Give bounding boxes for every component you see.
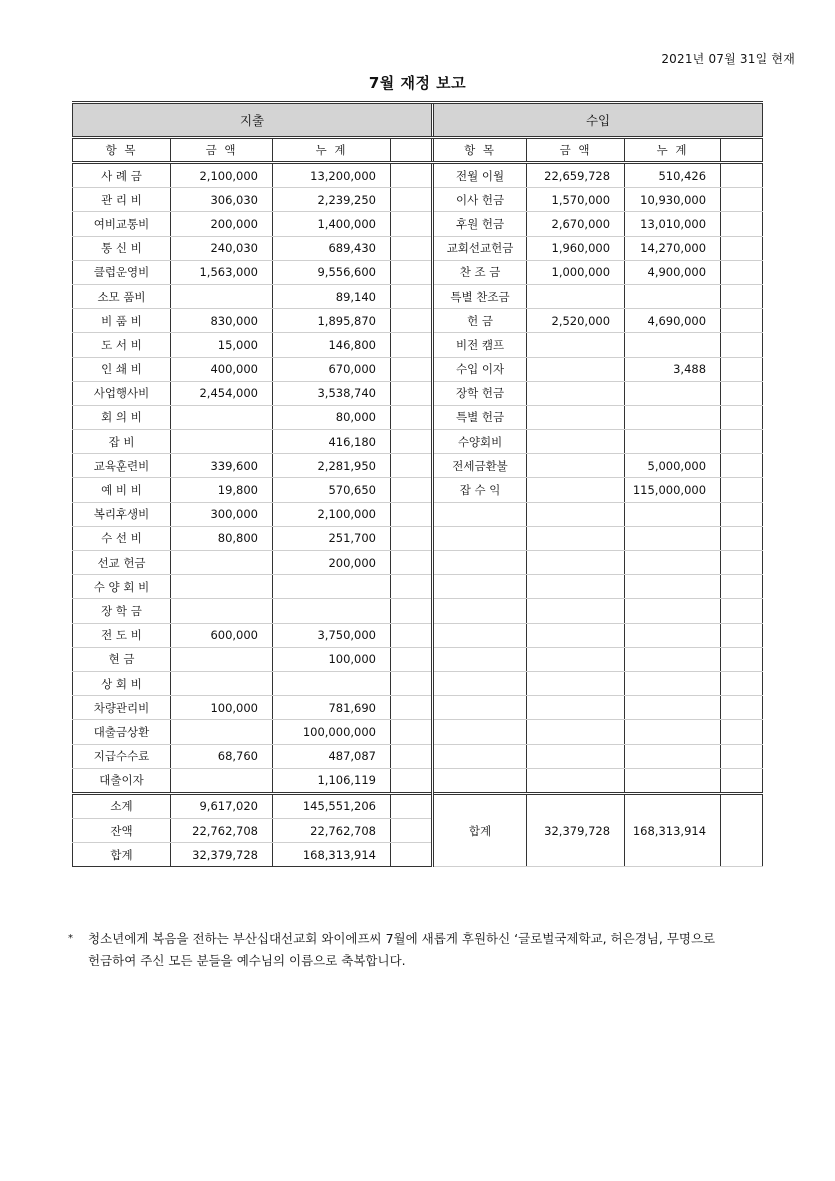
- expense-item: 교육훈련비: [73, 454, 171, 478]
- expense-blank: [391, 623, 433, 647]
- income-item: [433, 720, 527, 744]
- subtotal-amount: 9,617,020: [171, 793, 273, 818]
- income-cumulative: 115,000,000: [625, 478, 721, 502]
- table-row: [73, 381, 763, 405]
- subtotal-cumulative: 145,551,206: [273, 793, 391, 818]
- income-blank: [721, 551, 763, 575]
- expense-cumulative: [273, 599, 391, 623]
- income-cumulative: [625, 599, 721, 623]
- expense-cumulative: 200,000: [273, 551, 391, 575]
- balance-blank: [391, 819, 433, 843]
- income-item: 수입 이자: [433, 357, 527, 381]
- income-blank: [721, 526, 763, 550]
- income-amount: [527, 454, 625, 478]
- income-cumulative: [625, 405, 721, 429]
- expense-amount: [171, 647, 273, 671]
- table-row: [73, 309, 763, 333]
- income-cumulative: 3,488: [625, 357, 721, 381]
- income-item: [433, 575, 527, 599]
- balance-amount: 22,762,708: [171, 819, 273, 843]
- income-blank: [721, 212, 763, 236]
- income-blank: [721, 430, 763, 454]
- income-cumulative: [625, 333, 721, 357]
- expense-cumulative: 3,750,000: [273, 623, 391, 647]
- expense-blank: [391, 405, 433, 429]
- expense-cumulative: 146,800: [273, 333, 391, 357]
- expense-cumulative: 9,556,600: [273, 260, 391, 284]
- income-blank: [721, 623, 763, 647]
- income-blank: [721, 284, 763, 308]
- income-item: 특별 헌금: [433, 405, 527, 429]
- expense-amount: 15,000: [171, 333, 273, 357]
- income-item: [433, 599, 527, 623]
- income-item: [433, 623, 527, 647]
- income-amount: [527, 720, 625, 744]
- report-title: 7월 재정 보고: [368, 74, 467, 92]
- income-item: [433, 647, 527, 671]
- expense-col-amount: 금 액: [171, 138, 273, 163]
- expense-amount: 100,000: [171, 696, 273, 720]
- income-blank: [721, 502, 763, 526]
- table-row: [73, 405, 763, 429]
- expense-item: 클럽운영비: [73, 260, 171, 284]
- table-row: [73, 478, 763, 502]
- column-header-row: [73, 138, 763, 163]
- income-amount: 2,670,000: [527, 212, 625, 236]
- expense-amount: 68,760: [171, 744, 273, 768]
- expense-blank: [391, 430, 433, 454]
- table-row: [73, 696, 763, 720]
- income-cumulative: [625, 284, 721, 308]
- income-item: [433, 502, 527, 526]
- income-item: 찬 조 금: [433, 260, 527, 284]
- table-row: [73, 284, 763, 308]
- table-body: [73, 163, 763, 794]
- expense-col-item: 항 목: [73, 138, 171, 163]
- income-amount: [527, 357, 625, 381]
- balance-label: 잔액: [73, 819, 171, 843]
- income-cumulative: [625, 623, 721, 647]
- expense-amount: 80,800: [171, 526, 273, 550]
- expense-cumulative: 416,180: [273, 430, 391, 454]
- income-amount: [527, 744, 625, 768]
- expense-item: 비 품 비: [73, 309, 171, 333]
- income-blank: [721, 478, 763, 502]
- expense-cumulative: 2,100,000: [273, 502, 391, 526]
- table-row: [73, 575, 763, 599]
- table-row: [73, 236, 763, 260]
- expense-amount: [171, 768, 273, 793]
- income-cumulative: 10,930,000: [625, 188, 721, 212]
- income-blank: [721, 260, 763, 284]
- income-cumulative: [625, 575, 721, 599]
- expense-amount: 339,600: [171, 454, 273, 478]
- balance-cumulative: 22,762,708: [273, 819, 391, 843]
- table-row: [73, 357, 763, 381]
- expense-item: 대출금상환: [73, 720, 171, 744]
- table-row: [73, 671, 763, 695]
- expense-amount: [171, 599, 273, 623]
- income-total-cumulative: 168,313,914: [625, 793, 721, 867]
- expense-cumulative: 100,000,000: [273, 720, 391, 744]
- table-row: [73, 260, 763, 284]
- income-item: 전월 이월: [433, 163, 527, 188]
- income-blank: [721, 454, 763, 478]
- expense-cumulative: 570,650: [273, 478, 391, 502]
- expense-blank: [391, 357, 433, 381]
- expense-blank: [391, 381, 433, 405]
- income-item: [433, 671, 527, 695]
- expense-item: 소모 품비: [73, 284, 171, 308]
- expense-item: 수 선 비: [73, 526, 171, 550]
- expense-cumulative: [273, 575, 391, 599]
- expense-blank: [391, 333, 433, 357]
- expense-blank: [391, 526, 433, 550]
- income-amount: [527, 551, 625, 575]
- income-item: 특별 찬조금: [433, 284, 527, 308]
- expense-item: 사 례 금: [73, 163, 171, 188]
- total-amount: 32,379,728: [171, 843, 273, 867]
- income-cumulative: [625, 502, 721, 526]
- expense-blank: [391, 188, 433, 212]
- expense-cumulative: 1,400,000: [273, 212, 391, 236]
- expense-cumulative: 13,200,000: [273, 163, 391, 188]
- expense-col-blank: [391, 138, 433, 163]
- income-amount: [527, 381, 625, 405]
- subtotal-blank: [391, 793, 433, 818]
- expense-blank: [391, 671, 433, 695]
- expense-cumulative: 689,430: [273, 236, 391, 260]
- income-cumulative: 13,010,000: [625, 212, 721, 236]
- expense-item: 통 신 비: [73, 236, 171, 260]
- expense-blank: [391, 696, 433, 720]
- expense-item: 장 학 금: [73, 599, 171, 623]
- table-row: [73, 333, 763, 357]
- income-item: [433, 526, 527, 550]
- thanks-note: [68, 928, 803, 972]
- expense-amount: 306,030: [171, 188, 273, 212]
- expense-section-label: 지출: [73, 103, 433, 138]
- expense-cumulative: 781,690: [273, 696, 391, 720]
- income-amount: [527, 478, 625, 502]
- expense-cumulative: 80,000: [273, 405, 391, 429]
- income-item: 비전 캠프: [433, 333, 527, 357]
- income-blank: [721, 357, 763, 381]
- income-amount: [527, 284, 625, 308]
- expense-cumulative: 3,538,740: [273, 381, 391, 405]
- income-amount: 22,659,728: [527, 163, 625, 188]
- expense-blank: [391, 744, 433, 768]
- expense-cumulative: 670,000: [273, 357, 391, 381]
- expense-item: 현 금: [73, 647, 171, 671]
- expense-blank: [391, 309, 433, 333]
- income-amount: 1,570,000: [527, 188, 625, 212]
- subtotal-row: [73, 793, 763, 818]
- total-cumulative: 168,313,914: [273, 843, 391, 867]
- income-blank: [721, 188, 763, 212]
- expense-amount: 19,800: [171, 478, 273, 502]
- expense-cumulative: [273, 671, 391, 695]
- expense-amount: 600,000: [171, 623, 273, 647]
- income-blank: [721, 696, 763, 720]
- expense-item: 차량관리비: [73, 696, 171, 720]
- expense-cumulative: 487,087: [273, 744, 391, 768]
- income-amount: [527, 405, 625, 429]
- table-row: [73, 430, 763, 454]
- expense-cumulative: 100,000: [273, 647, 391, 671]
- expense-item: 예 비 비: [73, 478, 171, 502]
- income-item: 장학 헌금: [433, 381, 527, 405]
- expense-item: 복리후생비: [73, 502, 171, 526]
- income-blank: [721, 236, 763, 260]
- expense-amount: [171, 430, 273, 454]
- income-blank: [721, 671, 763, 695]
- income-cumulative: [625, 671, 721, 695]
- table-row: [73, 526, 763, 550]
- expense-blank: [391, 575, 433, 599]
- income-cumulative: [625, 551, 721, 575]
- expense-amount: [171, 405, 273, 429]
- income-total-amount: 32,379,728: [527, 793, 625, 867]
- table-row: [73, 599, 763, 623]
- income-total-blank: [721, 793, 763, 867]
- expense-cumulative: 2,281,950: [273, 454, 391, 478]
- report-date: 2021년 07월 31일 현재: [661, 52, 795, 66]
- income-col-cumulative: 누 계: [625, 138, 721, 163]
- income-blank: [721, 575, 763, 599]
- expense-cumulative: 89,140: [273, 284, 391, 308]
- income-col-blank: [721, 138, 763, 163]
- income-section-label: 수입: [433, 103, 763, 138]
- income-cumulative: 510,426: [625, 163, 721, 188]
- expense-item: 사업행사비: [73, 381, 171, 405]
- income-amount: [527, 599, 625, 623]
- income-cumulative: [625, 430, 721, 454]
- expense-amount: 240,030: [171, 236, 273, 260]
- income-amount: [527, 502, 625, 526]
- income-blank: [721, 163, 763, 188]
- expense-blank: [391, 284, 433, 308]
- expense-amount: 300,000: [171, 502, 273, 526]
- income-amount: [527, 333, 625, 357]
- table-row: [73, 188, 763, 212]
- income-cumulative: 5,000,000: [625, 454, 721, 478]
- expense-item: 지급수수료: [73, 744, 171, 768]
- income-item: 후원 헌금: [433, 212, 527, 236]
- expense-blank: [391, 599, 433, 623]
- table-row: [73, 212, 763, 236]
- expense-blank: [391, 551, 433, 575]
- expense-amount: [171, 575, 273, 599]
- expense-blank: [391, 647, 433, 671]
- income-item: 이사 헌금: [433, 188, 527, 212]
- income-col-amount: 금 액: [527, 138, 625, 163]
- income-cumulative: [625, 696, 721, 720]
- table-row: [73, 502, 763, 526]
- income-amount: [527, 768, 625, 793]
- income-cumulative: [625, 744, 721, 768]
- income-blank: [721, 599, 763, 623]
- income-item: 수양회비: [433, 430, 527, 454]
- income-amount: 1,960,000: [527, 236, 625, 260]
- income-cumulative: [625, 720, 721, 744]
- income-cumulative: 14,270,000: [625, 236, 721, 260]
- expense-amount: [171, 284, 273, 308]
- income-col-item: 항 목: [433, 138, 527, 163]
- note-asterisk: *: [68, 933, 73, 944]
- income-amount: [527, 575, 625, 599]
- income-blank: [721, 720, 763, 744]
- finance-table: [72, 101, 763, 867]
- table-row: [73, 768, 763, 793]
- income-amount: [527, 526, 625, 550]
- income-amount: 2,520,000: [527, 309, 625, 333]
- expense-amount: [171, 720, 273, 744]
- expense-item: 선교 헌금: [73, 551, 171, 575]
- income-item: [433, 551, 527, 575]
- expense-cumulative: 1,106,119: [273, 768, 391, 793]
- subtotal-label: 소계: [73, 793, 171, 818]
- expense-amount: 2,100,000: [171, 163, 273, 188]
- total-blank: [391, 843, 433, 867]
- expense-blank: [391, 454, 433, 478]
- table-row: [73, 163, 763, 188]
- expense-item: 도 서 비: [73, 333, 171, 357]
- table-row: [73, 744, 763, 768]
- expense-cumulative: 1,895,870: [273, 309, 391, 333]
- income-blank: [721, 744, 763, 768]
- income-cumulative: [625, 526, 721, 550]
- income-blank: [721, 309, 763, 333]
- income-blank: [721, 405, 763, 429]
- income-item: [433, 768, 527, 793]
- expense-blank: [391, 212, 433, 236]
- expense-amount: 830,000: [171, 309, 273, 333]
- expense-cumulative: 2,239,250: [273, 188, 391, 212]
- income-item: [433, 744, 527, 768]
- expense-cumulative: 251,700: [273, 526, 391, 550]
- income-amount: 1,000,000: [527, 260, 625, 284]
- expense-blank: [391, 236, 433, 260]
- note-line-2: 헌금하여 주신 모든 분들을 예수님의 이름으로 축복합니다.: [88, 953, 406, 968]
- expense-item: 인 쇄 비: [73, 357, 171, 381]
- expense-blank: [391, 720, 433, 744]
- expense-amount: [171, 671, 273, 695]
- income-cumulative: [625, 381, 721, 405]
- table-row: [73, 647, 763, 671]
- income-cumulative: [625, 768, 721, 793]
- expense-item: 전 도 비: [73, 623, 171, 647]
- income-amount: [527, 430, 625, 454]
- section-header-row: [73, 103, 763, 138]
- income-cumulative: 4,690,000: [625, 309, 721, 333]
- income-item: [433, 696, 527, 720]
- income-blank: [721, 647, 763, 671]
- income-item: 잡 수 익: [433, 478, 527, 502]
- income-item: 교회선교헌금: [433, 236, 527, 260]
- total-label: 합계: [73, 843, 171, 867]
- income-item: 헌 금: [433, 309, 527, 333]
- income-blank: [721, 381, 763, 405]
- income-total-label: 합계: [433, 793, 527, 867]
- expense-item: 회 의 비: [73, 405, 171, 429]
- expense-amount: 2,454,000: [171, 381, 273, 405]
- expense-item: 대출이자: [73, 768, 171, 793]
- table-row: [73, 720, 763, 744]
- expense-amount: 1,563,000: [171, 260, 273, 284]
- income-amount: [527, 647, 625, 671]
- expense-col-cumulative: 누 계: [273, 138, 391, 163]
- expense-blank: [391, 768, 433, 793]
- expense-blank: [391, 478, 433, 502]
- expense-blank: [391, 163, 433, 188]
- expense-item: 상 회 비: [73, 671, 171, 695]
- income-amount: [527, 696, 625, 720]
- expense-amount: 400,000: [171, 357, 273, 381]
- expense-item: 관 리 비: [73, 188, 171, 212]
- table-row: [73, 454, 763, 478]
- expense-blank: [391, 260, 433, 284]
- income-blank: [721, 333, 763, 357]
- income-blank: [721, 768, 763, 793]
- expense-item: 수 양 회 비: [73, 575, 171, 599]
- income-cumulative: [625, 647, 721, 671]
- expense-blank: [391, 502, 433, 526]
- table-row: [73, 623, 763, 647]
- income-cumulative: 4,900,000: [625, 260, 721, 284]
- note-line-1: 청소년에게 복음을 전하는 부산십대선교회 와이에프씨 7월에 새롭게 후원하신 ‘글로벌국제학교, 허은경님, 무명으로: [88, 931, 716, 946]
- income-amount: [527, 623, 625, 647]
- table-row: [73, 551, 763, 575]
- income-item: 전세금환불: [433, 454, 527, 478]
- expense-item: 여비교통비: [73, 212, 171, 236]
- expense-amount: 200,000: [171, 212, 273, 236]
- income-amount: [527, 671, 625, 695]
- expense-amount: [171, 551, 273, 575]
- expense-item: 잡 비: [73, 430, 171, 454]
